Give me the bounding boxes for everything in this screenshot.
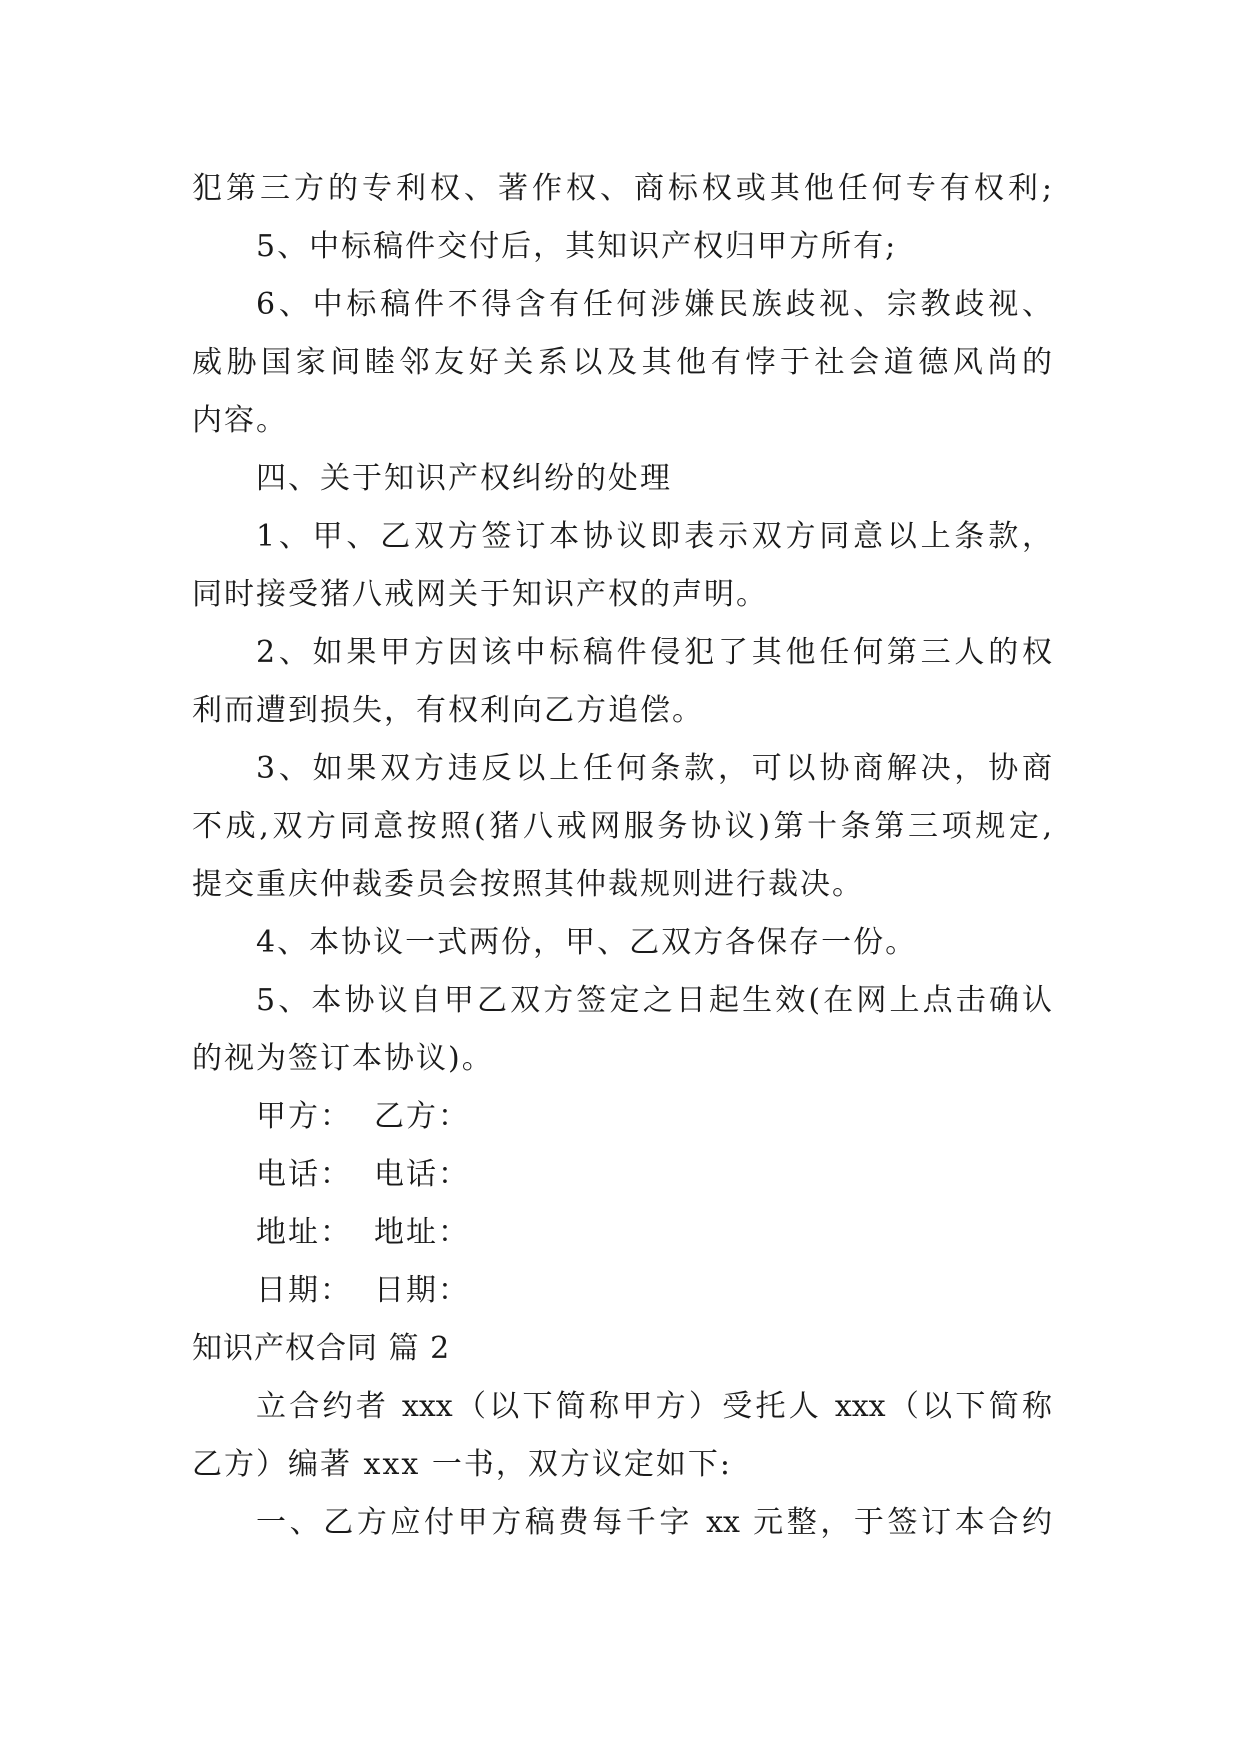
signature-address-a: 地址：: [256, 1215, 352, 1250]
signature-phone-a: 电话：: [256, 1157, 352, 1192]
paragraph-line: 2、如果甲方因该中标稿件侵犯了其他任何第三人的权: [256, 635, 1052, 670]
signature-row: [256, 1204, 470, 1262]
paragraph-line: 不成,双方同意按照(猪八戒网服务协议)第十条第三项规定,: [192, 809, 1052, 844]
signature-party-a: 甲方：: [256, 1099, 352, 1134]
signature-party-b: 乙方：: [374, 1099, 470, 1134]
paragraph-line: 的视为签订本协议)。: [192, 1041, 494, 1076]
signature-row: [256, 1146, 470, 1204]
paragraph-line: 一、乙方应付甲方稿费每千字 xx 元整，于签订本合约: [256, 1505, 1052, 1540]
paragraph-line: 5、中标稿件交付后，其知识产权归甲方所有;: [256, 229, 898, 264]
paragraph-line: 利而遭到损失，有权利向乙方追偿。: [192, 693, 704, 728]
paragraph-line: 同时接受猪八戒网关于知识产权的声明。: [192, 577, 768, 612]
paragraph-line: 乙方）编著 xxx 一书，双方议定如下:: [192, 1447, 732, 1482]
paragraph-line: 犯第三方的专利权、著作权、商标权或其他任何专有权利;: [192, 171, 1052, 206]
paragraph-line: 1、甲、乙双方签订本协议即表示双方同意以上条款，: [256, 519, 1052, 554]
signature-address-b: 地址：: [374, 1215, 470, 1250]
signature-row: [256, 1088, 470, 1146]
signature-row: [256, 1262, 470, 1320]
paragraph-line: 4、本协议一式两份，甲、乙双方各保存一份。: [256, 925, 918, 960]
paragraph-line: 威胁国家间睦邻友好关系以及其他有悖于社会道德风尚的: [192, 345, 1052, 380]
section-title: 知识产权合同 篇 2: [192, 1331, 451, 1366]
paragraph-line: 5、本协议自甲乙双方签定之日起生效(在网上点击确认: [256, 983, 1052, 1018]
paragraph-line: 提交重庆仲裁委员会按照其仲裁规则进行裁决。: [192, 867, 864, 902]
paragraph-line: 内容。: [192, 403, 288, 438]
paragraph-line: 立合约者 xxx（以下简称甲方）受托人 xxx（以下简称: [256, 1389, 1052, 1424]
signature-date-b: 日期：: [374, 1273, 470, 1308]
section-heading: 四、关于知识产权纠纷的处理: [256, 461, 672, 496]
signature-date-a: 日期：: [256, 1273, 352, 1308]
paragraph-line: 3、如果双方违反以上任何条款，可以协商解决，协商: [256, 751, 1052, 786]
paragraph-line: 6、中标稿件不得含有任何涉嫌民族歧视、宗教歧视、: [256, 287, 1052, 322]
signature-phone-b: 电话：: [374, 1157, 470, 1192]
